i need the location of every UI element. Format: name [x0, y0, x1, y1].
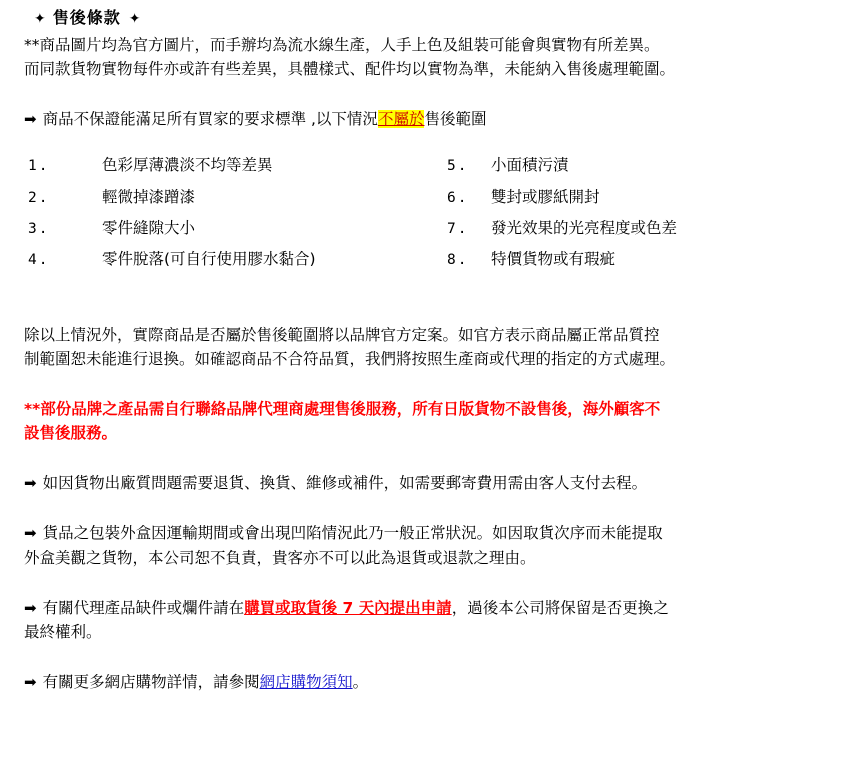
list-item-number: 6.: [447, 189, 469, 206]
list-item-number: 2.: [28, 189, 50, 206]
page-title-text: 售後條款: [52, 8, 121, 27]
page-title: [24, 6, 850, 31]
policy-line-2: 制範圍恕未能進行退換。如確認商品不合符品質，我們將按照生產商或代理的指定的方式處理。: [24, 349, 676, 368]
spacer: [24, 279, 850, 305]
deadline-note-line-1: [24, 596, 850, 620]
list-item-label: 雙封或膠紙開封: [491, 187, 600, 206]
diamond-right-icon: ✦: [128, 11, 142, 27]
list-item-label: 發光效果的光亮程度或色差: [491, 219, 678, 238]
spacer: [24, 305, 850, 323]
arrow-icon: ➡: [24, 524, 37, 543]
list-item: [447, 185, 850, 209]
list-item-label: 零件脫落(可自行使用膠水黏合): [102, 250, 316, 269]
note-text: 貨品之包裝外盒因運輸期間或會出現凹陷情況此乃一般正常狀況。如因取貨次序而未能提取: [42, 524, 663, 543]
list-item-number: 4.: [28, 252, 50, 269]
deadline-note-line-2: 最終權利。: [24, 622, 102, 641]
shopping-note-before: 有關更多網店購物詳情，請參閱: [42, 672, 260, 691]
list-item-number: 3.: [28, 221, 50, 238]
list-item-label: 特價貨物或有瑕疵: [491, 250, 616, 269]
list-item-number: 7.: [447, 221, 469, 238]
shopping-note-after: 。: [352, 672, 369, 691]
list-item: [28, 153, 437, 177]
list-item-label: 小面積污漬: [491, 156, 569, 175]
list-item: [28, 216, 437, 240]
exclusions-column-right: [437, 153, 850, 279]
list-item-number: 1.: [28, 158, 50, 175]
list-item: [28, 247, 437, 271]
arrow-icon: ➡: [24, 109, 37, 128]
diamond-left-icon: ✦: [34, 11, 47, 27]
list-item-number: 8.: [447, 252, 469, 269]
spacer: [24, 371, 850, 397]
exclusions-column-left: [24, 153, 437, 279]
note-return-shipping: [24, 471, 850, 495]
list-item: [447, 247, 850, 271]
agent-notice-line-2: 設售後服務。: [24, 424, 118, 442]
list-item: [447, 153, 850, 177]
scope-notice-after: 售後範圍: [424, 109, 487, 128]
spacer: [24, 570, 850, 596]
list-item-label: 零件縫隙大小: [102, 219, 196, 238]
spacer: [24, 644, 850, 670]
scope-notice-before: 商品不保證能滿足所有買家的要求標準 ,以下情況: [42, 109, 378, 128]
list-item: [447, 216, 850, 240]
deadline-note-after: ，過後本公司將保留是否更換之: [451, 598, 669, 617]
intro-line-1: **商品圖片均為官方圖片，而手辦均為流水線生產，人手上色及組裝可能會與實物有所差異。: [24, 35, 660, 54]
spacer: [24, 131, 850, 149]
arrow-icon: ➡: [24, 598, 37, 617]
note-packaging-line-1: [24, 521, 850, 545]
shopping-guide-link[interactable]: 網店購物須知: [259, 672, 353, 691]
intro-line-2: 而同款貨物實物每件亦或許有些差異，具體樣式、配件均以實物為準，未能納入售後處理範圍。: [24, 59, 676, 78]
arrow-icon: ➡: [24, 474, 37, 493]
list-item: [28, 185, 437, 209]
list-item-label: 輕微掉漆蹭漆: [102, 187, 196, 206]
scope-notice-highlight: 不屬於: [377, 109, 425, 128]
list-item-number: 5.: [447, 158, 469, 175]
list-item-label: 色彩厚薄濃淡不均等差異: [102, 156, 273, 175]
note-packaging-line-2: 外盒美觀之貨物，本公司恕不負責，貴客亦不可以此為退貨或退款之理由。: [24, 548, 536, 567]
agent-notice-line-1: **部份品牌之產品需自行聯絡品牌代理商處理售後服務，所有日版貨物不設售後，海外顧客不: [24, 399, 661, 418]
policy-line-1: 除以上情況外，實際商品是否屬於售後範圍將以品牌官方定案。如官方表示商品屬正常品質控: [24, 325, 660, 344]
scope-notice: [24, 107, 850, 131]
note-text: 如因貨物出廠質問題需要退貨、換貨、維修或補件，如需要郵寄費用需由客人支付去程。: [42, 474, 648, 493]
shopping-note: [24, 670, 850, 694]
exclusions-list: [24, 153, 850, 279]
deadline-note-before: 有關代理產品缺件或爛件請在: [42, 598, 245, 617]
spacer: [24, 81, 850, 107]
deadline-note-emphasis: 購買或取貨後 7 天內提出申請: [244, 598, 452, 617]
spacer: [24, 495, 850, 521]
arrow-icon: ➡: [24, 672, 37, 691]
spacer: [24, 445, 850, 471]
